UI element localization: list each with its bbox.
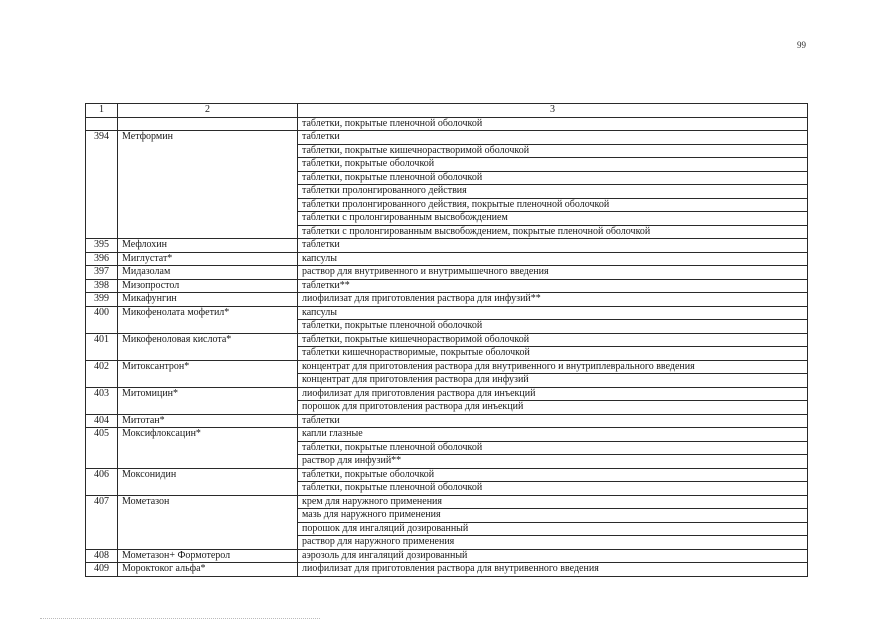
footnote-divider [40, 618, 320, 620]
dosage-form: таблетки [298, 131, 808, 145]
dosage-form: таблетки [298, 239, 808, 253]
dosage-form: крем для наружного применения [298, 495, 808, 509]
row-number: 398 [86, 279, 118, 293]
dosage-form: таблетки, покрытые пленочной оболочкой [298, 441, 808, 455]
table-row [86, 468, 808, 482]
drug-name: Мефлохин [118, 239, 298, 253]
row-number: 405 [86, 428, 118, 469]
row-number: 406 [86, 468, 118, 495]
drug-name: Моксонидин [118, 468, 298, 495]
continuation-row [86, 117, 808, 131]
drug-name: Микафунгин [118, 293, 298, 307]
drug-name: Мометазон [118, 495, 298, 549]
row-number: 402 [86, 360, 118, 387]
row-number: 396 [86, 252, 118, 266]
header-cell-1: 1 [86, 104, 118, 118]
dosage-form: порошок для приготовления раствора для инъекций [298, 401, 808, 415]
dosage-form: таблетки, покрытые пленочной оболочкой [298, 117, 808, 131]
row-number: 395 [86, 239, 118, 253]
drug-name: Метформин [118, 131, 298, 239]
dosage-form: капли глазные [298, 428, 808, 442]
row-number: 399 [86, 293, 118, 307]
row-number: 404 [86, 414, 118, 428]
dosage-form: капсулы [298, 306, 808, 320]
drug-name: Мороктоког альфа* [118, 563, 298, 577]
dosage-form: таблетки, покрытые пленочной оболочкой [298, 171, 808, 185]
dosage-form: аэрозоль для ингаляций дозированный [298, 549, 808, 563]
drug-name: Мизопростол [118, 279, 298, 293]
table-row [86, 252, 808, 266]
table-row [86, 131, 808, 145]
dosage-form: таблетки, покрытые пленочной оболочкой [298, 482, 808, 496]
dosage-form: таблетки пролонгированного действия, покрытые пленочной оболочкой [298, 198, 808, 212]
dosage-form: таблетки пролонгированного действия [298, 185, 808, 199]
dosage-form: таблетки** [298, 279, 808, 293]
table-row [86, 333, 808, 347]
drug-name: Митотан* [118, 414, 298, 428]
dosage-form: лиофилизат для приготовления раствора для инъекций [298, 387, 808, 401]
drug-name: Миглустат* [118, 252, 298, 266]
table-row [86, 428, 808, 442]
dosage-form: таблетки, покрытые оболочкой [298, 468, 808, 482]
dosage-form: таблетки [298, 414, 808, 428]
row-number: 407 [86, 495, 118, 549]
table-row [86, 563, 808, 577]
table-row [86, 549, 808, 563]
drug-name: Митомицин* [118, 387, 298, 414]
drug-name: Моксифлоксацин* [118, 428, 298, 469]
dosage-form: таблетки с пролонгированным высвобождением [298, 212, 808, 226]
drug-name: Микофенолата мофетил* [118, 306, 298, 333]
drug-name [118, 117, 298, 131]
table-row [86, 293, 808, 307]
dosage-form: лиофилизат для приготовления раствора для внутривенного введения [298, 563, 808, 577]
dosage-form: порошок для ингаляций дозированный [298, 522, 808, 536]
row-number: 397 [86, 266, 118, 280]
row-number [86, 117, 118, 131]
row-number: 401 [86, 333, 118, 360]
table-row [86, 495, 808, 509]
dosage-form: таблетки, покрытые кишечнорастворимой оболочкой [298, 333, 808, 347]
dosage-form: таблетки, покрытые пленочной оболочкой [298, 320, 808, 334]
dosage-form: лиофилизат для приготовления раствора для инфузий** [298, 293, 808, 307]
dosage-form: мазь для наружного применения [298, 509, 808, 523]
row-number: 409 [86, 563, 118, 577]
dosage-form: таблетки, покрытые кишечнорастворимой оболочкой [298, 144, 808, 158]
dosage-form: таблетки, покрытые оболочкой [298, 158, 808, 172]
table-row [86, 387, 808, 401]
table-row [86, 414, 808, 428]
dosage-form: таблетки с пролонгированным высвобождением, покрытые пленочной оболочкой [298, 225, 808, 239]
row-number: 403 [86, 387, 118, 414]
dosage-form: капсулы [298, 252, 808, 266]
drug-table [85, 103, 808, 577]
header-cell-3: 3 [298, 104, 808, 118]
table-row [86, 239, 808, 253]
dosage-form: концентрат для приготовления раствора для инфузий [298, 374, 808, 388]
row-number: 400 [86, 306, 118, 333]
header-cell-2: 2 [118, 104, 298, 118]
drug-name: Микофеноловая кислота* [118, 333, 298, 360]
drug-name: Мидазолам [118, 266, 298, 280]
page-number: 99 [797, 40, 806, 50]
table-header-row [86, 104, 808, 118]
drug-name: Мометазон+ Формотерол [118, 549, 298, 563]
drug-name: Митоксантрон* [118, 360, 298, 387]
table-row [86, 266, 808, 280]
dosage-form: раствор для наружного применения [298, 536, 808, 550]
table-row [86, 279, 808, 293]
dosage-form: таблетки кишечнорастворимые, покрытые оболочкой [298, 347, 808, 361]
table-row [86, 360, 808, 374]
dosage-form: раствор для инфузий** [298, 455, 808, 469]
dosage-form: концентрат для приготовления раствора для внутривенного и внутриплеврального введения [298, 360, 808, 374]
row-number: 408 [86, 549, 118, 563]
row-number: 394 [86, 131, 118, 239]
table-row [86, 306, 808, 320]
dosage-form: раствор для внутривенного и внутримышечного введения [298, 266, 808, 280]
